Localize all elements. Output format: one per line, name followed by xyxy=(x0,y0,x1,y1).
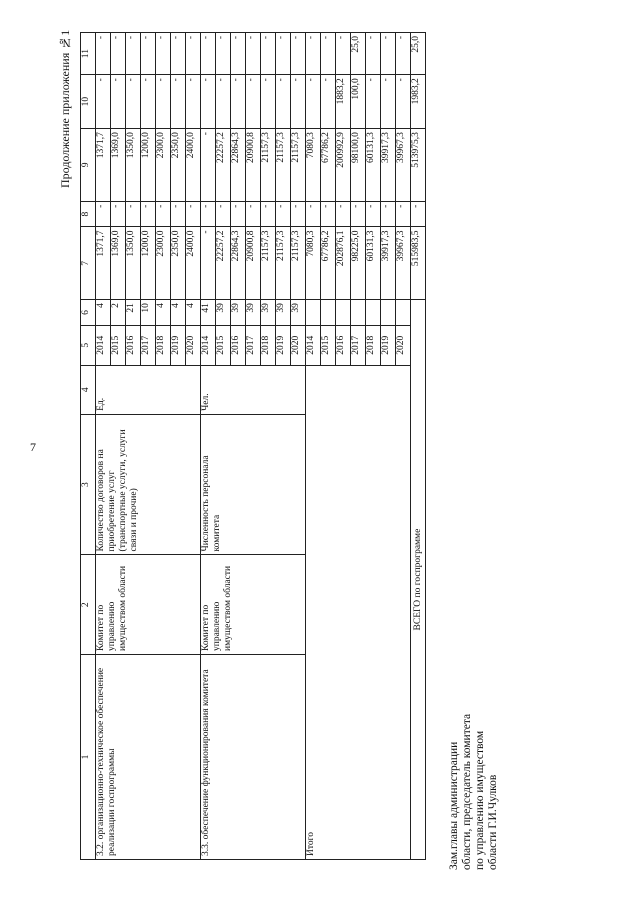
executor: Комитет по управлению имуществом области xyxy=(96,555,201,655)
header-row xyxy=(81,33,96,860)
year-cell: 2019 xyxy=(171,325,186,365)
signature-line: по управлению имуществом xyxy=(474,730,486,870)
value-cell: - xyxy=(201,33,216,75)
col-header: 7 xyxy=(81,227,96,300)
year-cell: 2020 xyxy=(291,325,306,365)
value-cell: - xyxy=(201,201,216,227)
value-cell: 22864,3 xyxy=(231,227,246,300)
value-cell: - xyxy=(306,201,321,227)
value-cell: - xyxy=(276,75,291,129)
year-cell: 2015 xyxy=(216,325,231,365)
value-cell: - xyxy=(141,75,156,129)
value-cell xyxy=(321,300,336,326)
value-cell xyxy=(351,300,366,326)
program-table xyxy=(80,32,426,860)
value-cell: 100,0 xyxy=(351,75,366,129)
value-cell: 1371,7 xyxy=(96,129,111,202)
value-cell: - xyxy=(381,201,396,227)
year-cell: 2015 xyxy=(111,325,126,365)
value-cell: - xyxy=(141,33,156,75)
value-cell: 39967,3 xyxy=(396,227,411,300)
value-cell: 1883,2 xyxy=(336,75,351,129)
value-cell: - xyxy=(291,75,306,129)
value-cell: - xyxy=(321,33,336,75)
year-cell: 2016 xyxy=(336,325,351,365)
value-cell: 39 xyxy=(291,300,306,326)
value-cell: - xyxy=(276,201,291,227)
value-cell: 1369,0 xyxy=(111,129,126,202)
value-cell: - xyxy=(156,33,171,75)
table-body xyxy=(96,33,426,860)
value-cell: - xyxy=(306,75,321,129)
indicator: Численность персонала комитета xyxy=(201,414,306,555)
year-cell: 2019 xyxy=(276,325,291,365)
value-cell: - xyxy=(366,75,381,129)
table-row xyxy=(96,33,111,860)
value-cell: 2350,0 xyxy=(171,227,186,300)
value-cell: 21157,3 xyxy=(276,227,291,300)
year-cell: 2016 xyxy=(231,325,246,365)
unit: Чел. xyxy=(201,365,306,414)
value-cell: - xyxy=(111,33,126,75)
value-cell: - xyxy=(141,201,156,227)
col-header: 8 xyxy=(81,201,96,227)
value-cell: 1200,0 xyxy=(141,129,156,202)
value-cell: 98225,0 xyxy=(351,227,366,300)
value-cell: - xyxy=(171,75,186,129)
value-cell: 67786,2 xyxy=(321,129,336,202)
value-cell: 513975,3 xyxy=(411,129,426,202)
value-cell: - xyxy=(186,75,201,129)
continuation-label: Продолжение приложения №1 xyxy=(58,30,72,189)
value-cell: - xyxy=(111,75,126,129)
table-row xyxy=(306,33,321,860)
col-header: 4 xyxy=(81,365,96,414)
value-cell xyxy=(366,300,381,326)
value-cell: 39917,3 xyxy=(381,227,396,300)
value-cell: 22257,2 xyxy=(216,129,231,202)
value-cell: - xyxy=(261,33,276,75)
value-cell: - xyxy=(96,201,111,227)
value-cell: - xyxy=(201,227,216,300)
value-cell: 39 xyxy=(216,300,231,326)
value-cell: - xyxy=(126,201,141,227)
value-cell: 1369,0 xyxy=(111,227,126,300)
value-cell: 39917,3 xyxy=(381,129,396,202)
value-cell: - xyxy=(291,201,306,227)
value-cell: 22864,3 xyxy=(231,129,246,202)
value-cell: 7080,3 xyxy=(306,129,321,202)
col-header: 3 xyxy=(81,414,96,555)
value-cell: - xyxy=(381,33,396,75)
value-cell: 20900,8 xyxy=(246,129,261,202)
value-cell: 10 xyxy=(141,300,156,326)
table-row xyxy=(201,33,216,860)
year-cell: 2018 xyxy=(366,325,381,365)
value-cell: - xyxy=(246,33,261,75)
col-header: 11 xyxy=(81,33,96,75)
value-cell: - xyxy=(366,33,381,75)
value-cell: 39 xyxy=(231,300,246,326)
value-cell: 2400,0 xyxy=(186,129,201,202)
year-cell: 2020 xyxy=(396,325,411,365)
value-cell: 41 xyxy=(201,300,216,326)
year-cell: 2016 xyxy=(126,325,141,365)
value-cell: - xyxy=(216,75,231,129)
col-header: 10 xyxy=(81,75,96,129)
value-cell: - xyxy=(231,201,246,227)
signature-line: области, председатель комитета xyxy=(461,713,473,870)
value-cell: 200992,9 xyxy=(336,129,351,202)
value-cell: - xyxy=(261,75,276,129)
value-cell: - xyxy=(351,201,366,227)
value-cell: 4 xyxy=(156,300,171,326)
value-cell: - xyxy=(336,201,351,227)
value-cell: - xyxy=(336,33,351,75)
grand-total-row xyxy=(411,33,426,860)
value-cell: - xyxy=(156,201,171,227)
value-cell: 39 xyxy=(246,300,261,326)
value-cell: 21157,3 xyxy=(261,227,276,300)
value-cell: - xyxy=(306,33,321,75)
value-cell: 1983,2 xyxy=(411,75,426,129)
signature-line: области Г.И.Чулков xyxy=(487,774,499,870)
value-cell: 7080,3 xyxy=(306,227,321,300)
value-cell: 4 xyxy=(186,300,201,326)
value-cell: - xyxy=(216,201,231,227)
signature-text xyxy=(448,620,508,870)
value-cell: 515983,5 xyxy=(411,227,426,300)
value-cell: 4 xyxy=(96,300,111,326)
value-cell: - xyxy=(231,33,246,75)
value-cell xyxy=(381,300,396,326)
section-name: 3.3. обеспечение функционирования комитета xyxy=(201,655,306,860)
year-cell: 2020 xyxy=(186,325,201,365)
value-cell: - xyxy=(246,75,261,129)
year-cell: 2017 xyxy=(141,325,156,365)
year-cell: 2017 xyxy=(246,325,261,365)
value-cell: 67786,2 xyxy=(321,227,336,300)
value-cell: 4 xyxy=(171,300,186,326)
year-cell: 2017 xyxy=(351,325,366,365)
value-cell: - xyxy=(366,201,381,227)
grand-total-label: ВСЕГО по госпрограмме xyxy=(411,300,426,860)
year-cell: 2018 xyxy=(156,325,171,365)
value-cell: 20900,8 xyxy=(246,227,261,300)
value-cell: 60131,3 xyxy=(366,227,381,300)
value-cell: 39967,3 xyxy=(396,129,411,202)
col-header: 1 xyxy=(81,655,96,860)
value-cell: 60131,3 xyxy=(366,129,381,202)
value-cell: 2 xyxy=(111,300,126,326)
value-cell: - xyxy=(291,33,306,75)
value-cell: 21157,3 xyxy=(291,129,306,202)
year-cell: 2018 xyxy=(261,325,276,365)
value-cell: 1371,7 xyxy=(96,227,111,300)
value-cell: 25,0 xyxy=(411,33,426,75)
value-cell: 2400,0 xyxy=(186,227,201,300)
value-cell: - xyxy=(96,75,111,129)
value-cell: 21157,3 xyxy=(276,129,291,202)
value-cell: - xyxy=(321,75,336,129)
value-cell: 1350,0 xyxy=(126,227,141,300)
value-cell xyxy=(306,300,321,326)
value-cell: 25,0 xyxy=(351,33,366,75)
year-cell: 2014 xyxy=(201,325,216,365)
value-cell: 1200,0 xyxy=(141,227,156,300)
value-cell: 98100,0 xyxy=(351,129,366,202)
value-cell: - xyxy=(96,33,111,75)
col-header: 6 xyxy=(81,300,96,326)
executor: Комитет по управлению имуществом области xyxy=(201,555,306,655)
col-header: 2 xyxy=(81,555,96,655)
value-cell: - xyxy=(171,201,186,227)
value-cell: 22257,2 xyxy=(216,227,231,300)
value-cell xyxy=(396,300,411,326)
value-cell: 2350,0 xyxy=(171,129,186,202)
value-cell: - xyxy=(216,33,231,75)
value-cell: 2300,0 xyxy=(156,227,171,300)
value-cell: - xyxy=(396,33,411,75)
value-cell: - xyxy=(381,75,396,129)
year-cell: 2015 xyxy=(321,325,336,365)
value-cell: - xyxy=(246,201,261,227)
value-cell: 202876,1 xyxy=(336,227,351,300)
value-cell: - xyxy=(201,75,216,129)
page-number: 7 xyxy=(30,440,36,454)
value-cell: - xyxy=(126,75,141,129)
value-cell: 1350,0 xyxy=(126,129,141,202)
value-cell: - xyxy=(171,33,186,75)
value-cell: - xyxy=(126,33,141,75)
section-name: Итого xyxy=(306,365,411,859)
value-cell: 39 xyxy=(276,300,291,326)
value-cell xyxy=(336,300,351,326)
value-cell: - xyxy=(396,201,411,227)
signature-block xyxy=(448,620,508,870)
value-cell: - xyxy=(321,201,336,227)
value-cell: - xyxy=(231,75,246,129)
value-cell: - xyxy=(396,75,411,129)
value-cell: - xyxy=(201,129,216,202)
value-cell: - xyxy=(186,33,201,75)
unit: Ед. xyxy=(96,365,201,414)
value-cell: - xyxy=(186,201,201,227)
indicator: Количество договоров на приобретение услуг (транспортные услуги, услуги связи и прочие) xyxy=(96,414,201,555)
year-cell: 2019 xyxy=(381,325,396,365)
value-cell: 21 xyxy=(126,300,141,326)
col-header: 9 xyxy=(81,129,96,202)
value-cell: 2300,0 xyxy=(156,129,171,202)
value-cell: - xyxy=(111,201,126,227)
value-cell: 39 xyxy=(261,300,276,326)
signature-line: Зам.главы администрации xyxy=(448,741,460,870)
year-cell: 2014 xyxy=(306,325,321,365)
rotated-table-wrapper xyxy=(80,32,600,860)
table-frame xyxy=(80,32,600,860)
col-header: 5 xyxy=(81,325,96,365)
value-cell: 21157,3 xyxy=(261,129,276,202)
value-cell: - xyxy=(261,201,276,227)
section-name: 3.2. организационно-техническое обеспечение реализации госпрограммы xyxy=(96,655,201,860)
value-cell: - xyxy=(276,33,291,75)
value-cell: - xyxy=(156,75,171,129)
year-cell: 2014 xyxy=(96,325,111,365)
value-cell: 21157,3 xyxy=(291,227,306,300)
value-cell: - xyxy=(411,201,426,227)
